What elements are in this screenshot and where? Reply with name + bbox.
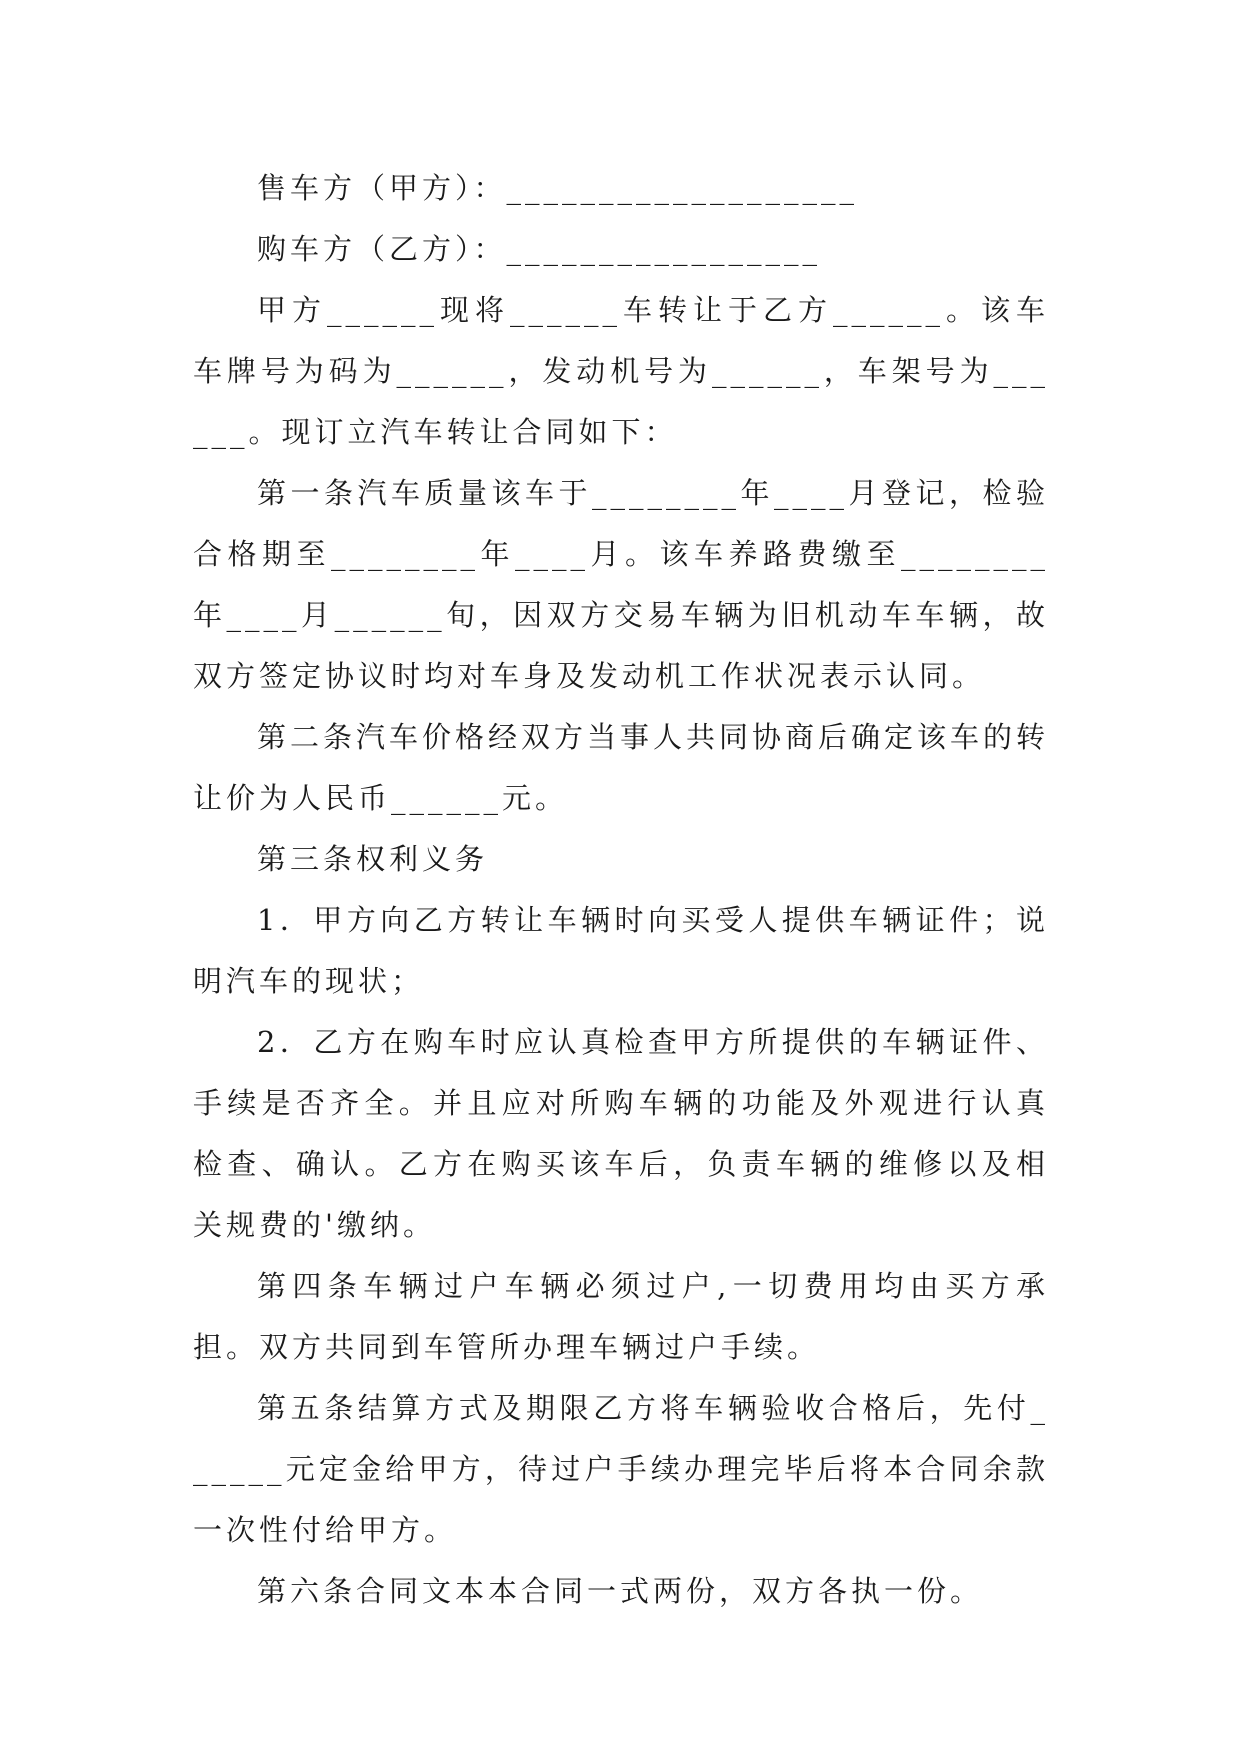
article-4-transfer: 第四条车辆过户车辆必须过户,一切费用均由买方承担。双方共同到车管所办理车辆过户手续。 bbox=[193, 1269, 1049, 1364]
article-3-item-2: 2．乙方在购车时应认真检查甲方所提供的车辆证件、手续是否齐全。并且应对所购车辆的功能及外观进行认真检查、确认。乙方在购买该车后，负责车辆的维修以及相关规费的'缴纳。 bbox=[193, 1025, 1049, 1242]
intro-paragraph: 甲方______现将______车转让于乙方______。该车车牌号为码为______，发动机号为______，车架号为______。现订立汽车转让合同如下： bbox=[193, 293, 1049, 449]
contract-body bbox=[193, 158, 1049, 1622]
article-3-heading: 第三条权利义务 bbox=[257, 842, 489, 876]
article-2-price: 第二条汽车价格经双方当事人共同协商后确定该车的转让价为人民币______元。 bbox=[193, 720, 1050, 815]
article-1-quality: 第一条汽车质量该车于________年____月登记，检验合格期至________年____月。该车养路费缴至________年____月______旬，因双方交易车辆为旧机动车车辆，故双方签定协议时均对车身及发动机工作状况表示认同。 bbox=[193, 476, 1049, 693]
article-5-settlement: 第五条结算方式及期限乙方将车辆验收合格后，先付______元定金给甲方，待过户手续办理完毕后将本合同余款一次性付给甲方。 bbox=[193, 1391, 1049, 1547]
buyer-party-line: 购车方（乙方）：_________________ bbox=[257, 232, 822, 266]
article-3-item-1: 1．甲方向乙方转让车辆时向买受人提供车辆证件；说明汽车的现状； bbox=[193, 903, 1049, 998]
seller-party-line: 售车方（甲方）：___________________ bbox=[257, 171, 859, 205]
article-6-copies: 第六条合同文本本合同一式两份，双方各执一份。 bbox=[257, 1574, 984, 1608]
